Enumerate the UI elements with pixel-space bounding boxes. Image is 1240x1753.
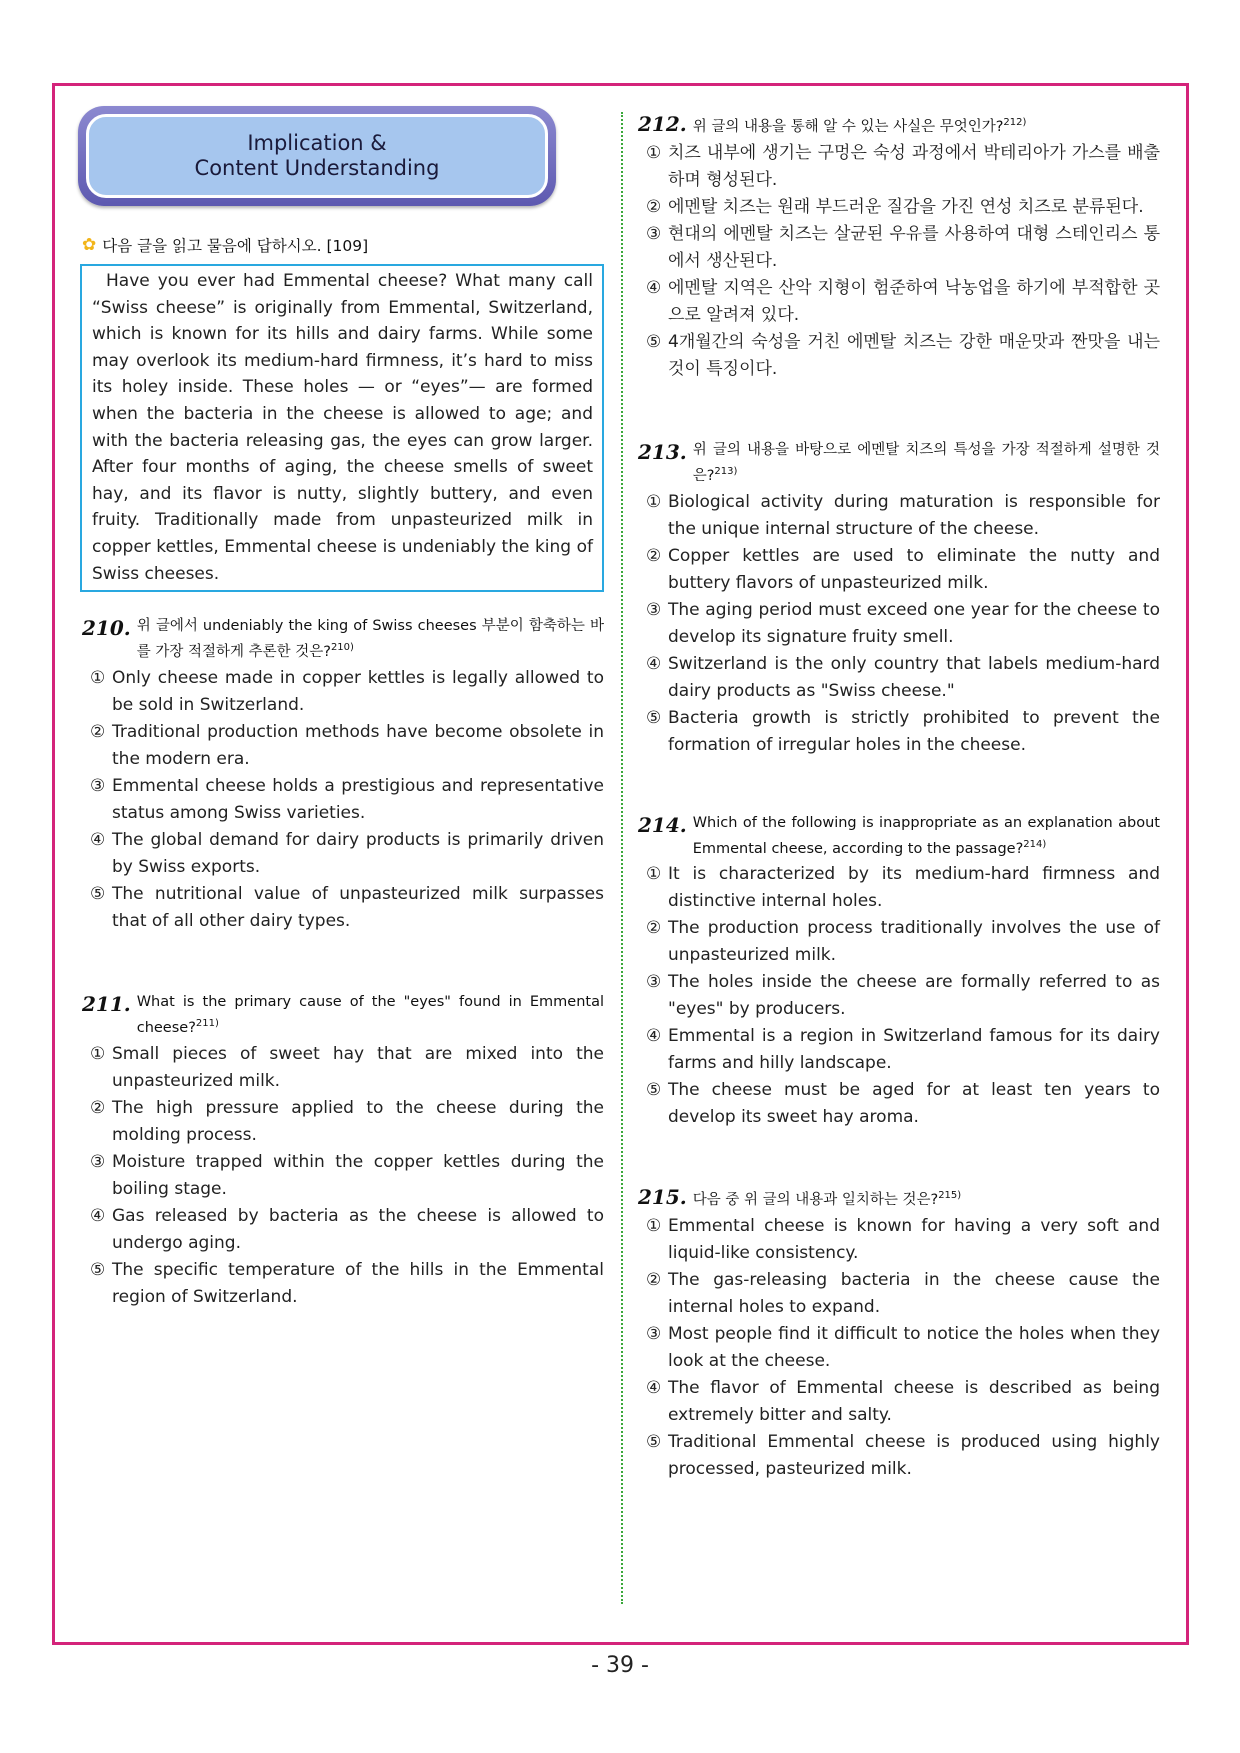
option-marker: ②: [90, 721, 106, 742]
option-marker: ④: [646, 277, 662, 298]
answer-option: [82, 773, 604, 827]
option-marker: ①: [646, 1216, 662, 1237]
question-stem: [693, 112, 1027, 138]
column-divider: [621, 112, 623, 1604]
section-title-line2: Content Understanding: [194, 156, 440, 180]
option-text: The holes inside the cheese are formally referred to as "eyes" by producers.: [668, 972, 1160, 1020]
answer-option: [638, 1023, 1160, 1077]
option-marker: ①: [646, 142, 662, 163]
option-text: The global demand for dairy products is primarily driven by Swiss exports.: [112, 829, 604, 877]
answer-option: [638, 1375, 1160, 1429]
option-marker: ②: [646, 1270, 662, 1291]
section-title-badge: [78, 106, 556, 206]
option-marker: ③: [90, 775, 106, 796]
option-text: Biological activity during maturation is responsible for the unique internal structure of the cheese.: [668, 491, 1160, 539]
option-text: The specific temperature of the hills in the Emmental region of Switzerland.: [112, 1259, 604, 1307]
answer-option: [638, 1077, 1160, 1131]
answer-option: [638, 969, 1160, 1023]
question-header: [638, 813, 1160, 860]
option-marker: ④: [90, 829, 106, 850]
option-marker: ③: [90, 1151, 106, 1172]
answer-option: [638, 1429, 1160, 1483]
answer-option: [82, 719, 604, 773]
option-text: Copper kettles are used to eliminate the nutty and buttery flavors of unpasteurized milk.: [668, 545, 1160, 593]
option-text: Traditional production methods have become obsolete in the modern era.: [112, 721, 604, 769]
footnote-ref: 210): [330, 642, 354, 654]
question-number: 214.: [638, 812, 687, 837]
option-text: 현대의 에멘탈 치즈는 살균된 우유를 사용하여 대형 스테인리스 통에서 생산된다.: [668, 223, 1160, 271]
question-stem-text: 위 글의 내용을 통해 알 수 있는 사실은 무엇인가?: [692, 118, 1004, 135]
question-210: [82, 616, 604, 935]
answer-option: [638, 194, 1160, 221]
answer-option: [638, 275, 1160, 329]
option-marker: ①: [646, 864, 662, 885]
question-header: [82, 992, 604, 1039]
question-stem: [693, 813, 1160, 860]
right-column: [638, 112, 1160, 1483]
question-215: [638, 1185, 1160, 1483]
question-214: [638, 813, 1160, 1132]
option-marker: ②: [646, 545, 662, 566]
option-text: 에멘탈 지역은 산악 지형이 험준하여 낙농업을 하기에 부적합한 곳으로 알려져 있다.: [668, 277, 1160, 325]
question-stem-text: 다음 중 위 글의 내용과 일치하는 것은?: [692, 1192, 939, 1209]
answer-option: [82, 1041, 604, 1095]
section-title-inner: [86, 114, 548, 198]
left-column: [82, 106, 604, 1311]
answer-option: [82, 1149, 604, 1203]
section-title: [195, 131, 440, 181]
answer-options: [82, 1041, 604, 1311]
question-stem-text: 위 글의 내용을 바탕으로 에멘탈 치즈의 특성을 가장 적절하게 설명한 것은?: [692, 441, 1160, 484]
answer-option: [82, 1203, 604, 1257]
option-text: The production process traditionally involves the use of unpasteurized milk.: [668, 918, 1160, 966]
footnote-ref: 213): [714, 465, 738, 477]
question-number: 211.: [82, 991, 131, 1016]
answer-option: [638, 329, 1160, 383]
option-text: The cheese must be aged for at least ten years to develop its sweet hay aroma.: [668, 1080, 1160, 1128]
question-stem-text: What is the primary cause of the "eyes" found in Emmental cheese?: [136, 993, 604, 1036]
answer-option: [638, 651, 1160, 705]
answer-options: [638, 861, 1160, 1131]
question-number: 213.: [638, 439, 687, 464]
option-marker: ③: [646, 972, 662, 993]
option-text: Bacteria growth is strictly prohibited to prevent the formation of irregular holes in the cheese.: [668, 707, 1160, 755]
option-text: Small pieces of sweet hay that are mixed into the unpasteurized milk.: [112, 1043, 604, 1091]
answer-option: [638, 221, 1160, 275]
answer-option: [82, 1095, 604, 1149]
option-text: The flavor of Emmental cheese is described as being extremely bitter and salty.: [668, 1378, 1160, 1426]
option-marker: ⑤: [90, 1259, 106, 1280]
answer-option: [638, 1213, 1160, 1267]
option-marker: ④: [90, 1205, 106, 1226]
answer-option: [82, 827, 604, 881]
option-text: The gas-releasing bacteria in the cheese cause the internal holes to expand.: [668, 1270, 1160, 1318]
answer-option: [638, 1321, 1160, 1375]
option-marker: ③: [646, 1324, 662, 1345]
option-text: It is characterized by its medium-hard firmness and distinctive internal holes.: [668, 864, 1160, 912]
answer-option: [82, 1257, 604, 1311]
option-text: Emmental is a region in Switzerland famous for its dairy farms and hilly landscape.: [668, 1026, 1160, 1074]
option-text: 4개월간의 숙성을 거친 에멘탈 치즈는 강한 매운맛과 짠맛을 내는 것이 특징이다.: [668, 331, 1160, 379]
question-stem: [693, 1185, 961, 1211]
footnote-ref: 212): [1003, 117, 1027, 128]
answer-option: [82, 665, 604, 719]
option-marker: ②: [646, 196, 662, 217]
option-text: Only cheese made in copper kettles is legally allowed to be sold in Switzerland.: [112, 667, 604, 715]
option-marker: ⑤: [646, 1080, 662, 1101]
option-marker: ①: [646, 491, 662, 512]
instruction-text: 다음 글을 읽고 물음에 답하시오. [109]: [102, 237, 369, 255]
question-header: [638, 440, 1160, 487]
question-212: [638, 112, 1160, 383]
option-marker: ②: [90, 1097, 106, 1118]
answer-option: [638, 140, 1160, 194]
option-marker: ③: [646, 599, 662, 620]
option-marker: ①: [90, 1043, 106, 1064]
reading-passage: Have you ever had Emmental cheese? What many call “Swiss cheese” is originally from Emmental, Switzerland, which is known for its hills and dairy farms. While some may overlook its medium-hard firmness, it’s hard to miss its holey inside. These holes — or “eyes”— are formed when the bacteria in the cheese is allowed to age; and with the bacteria releasing gas, the eyes can grow larger. After four months of aging, the cheese smells of sweet hay, and its flavor is nutty, slightly buttery, and even fruity. Traditionally made from unpasteurized milk in copper kettles, Emmental cheese is undeniably the king of Swiss cheeses.: [80, 264, 604, 592]
option-text: Traditional Emmental cheese is produced using highly processed, pasteurized milk.: [668, 1432, 1160, 1480]
answer-options: [638, 1213, 1160, 1483]
question-213: [638, 440, 1160, 759]
option-text: Emmental cheese is known for having a very soft and liquid-like consistency.: [668, 1216, 1160, 1264]
answer-options: [638, 489, 1160, 759]
option-text: The nutritional value of unpasteurized milk surpasses that of all other dairy types.: [112, 883, 604, 931]
answer-option: [82, 881, 604, 935]
option-text: Most people find it difficult to notice the holes when they look at the cheese.: [668, 1324, 1160, 1372]
question-header: [638, 1185, 1160, 1211]
question-stem-text: Which of the following is inappropriate as an explanation about Emmental cheese, according to the passage?: [692, 814, 1160, 857]
option-text: The high pressure applied to the cheese during the molding process.: [112, 1097, 604, 1145]
question-number: 212.: [638, 112, 687, 136]
option-text: Gas released by bacteria as the cheese is allowed to undergo aging.: [112, 1205, 604, 1253]
option-marker: ⑤: [646, 331, 662, 352]
answer-option: [638, 915, 1160, 969]
option-text: 치즈 내부에 생기는 구멍은 숙성 과정에서 박테리아가 가스를 배출하며 형성된다.: [668, 142, 1160, 190]
option-marker: ②: [646, 918, 662, 939]
footnote-ref: 215): [938, 1190, 962, 1202]
option-marker: ⑤: [646, 1432, 662, 1453]
option-marker: ①: [90, 667, 106, 688]
footnote-ref: 214): [1023, 838, 1047, 850]
footnote-ref: 211): [195, 1017, 219, 1029]
option-marker: ③: [646, 223, 662, 244]
question-stem: [693, 440, 1160, 487]
section-title-line1: Implication &: [247, 131, 387, 155]
question-header: [638, 112, 1160, 138]
option-marker: ⑤: [646, 707, 662, 728]
question-stem-text: 위 글에서 undeniably the king of Swiss cheeses 부분이 함축하는 바를 가장 적절하게 추론한 것은?: [136, 618, 604, 660]
question-211: [82, 992, 604, 1311]
flower-icon: ✿: [82, 234, 97, 255]
answer-options: [82, 665, 604, 935]
question-number: 215.: [638, 1185, 687, 1210]
question-header: [82, 616, 604, 663]
answer-option: [638, 705, 1160, 759]
option-text: 에멘탈 치즈는 원래 부드러운 질감을 가진 연성 치즈로 분류된다.: [668, 196, 1144, 217]
option-text: Moisture trapped within the copper kettles during the boiling stage.: [112, 1151, 604, 1199]
option-text: Switzerland is the only country that labels medium-hard dairy products as "Swiss cheese.": [668, 653, 1160, 701]
option-marker: ⑤: [90, 883, 106, 904]
answer-option: [638, 597, 1160, 651]
answer-option: [638, 543, 1160, 597]
question-number: 210.: [82, 616, 131, 641]
answer-options: [638, 140, 1160, 383]
option-marker: ④: [646, 1378, 662, 1399]
option-marker: ④: [646, 1026, 662, 1047]
option-text: The aging period must exceed one year for the cheese to develop its signature fruity smell.: [668, 599, 1160, 647]
instruction: [82, 234, 604, 256]
option-text: Emmental cheese holds a prestigious and representative status among Swiss varieties.: [112, 775, 604, 823]
question-stem: [137, 616, 604, 663]
option-marker: ④: [646, 653, 662, 674]
answer-option: [638, 1267, 1160, 1321]
page-number: - 39 -: [591, 1653, 649, 1678]
question-stem: [137, 992, 604, 1039]
answer-option: [638, 861, 1160, 915]
answer-option: [638, 489, 1160, 543]
